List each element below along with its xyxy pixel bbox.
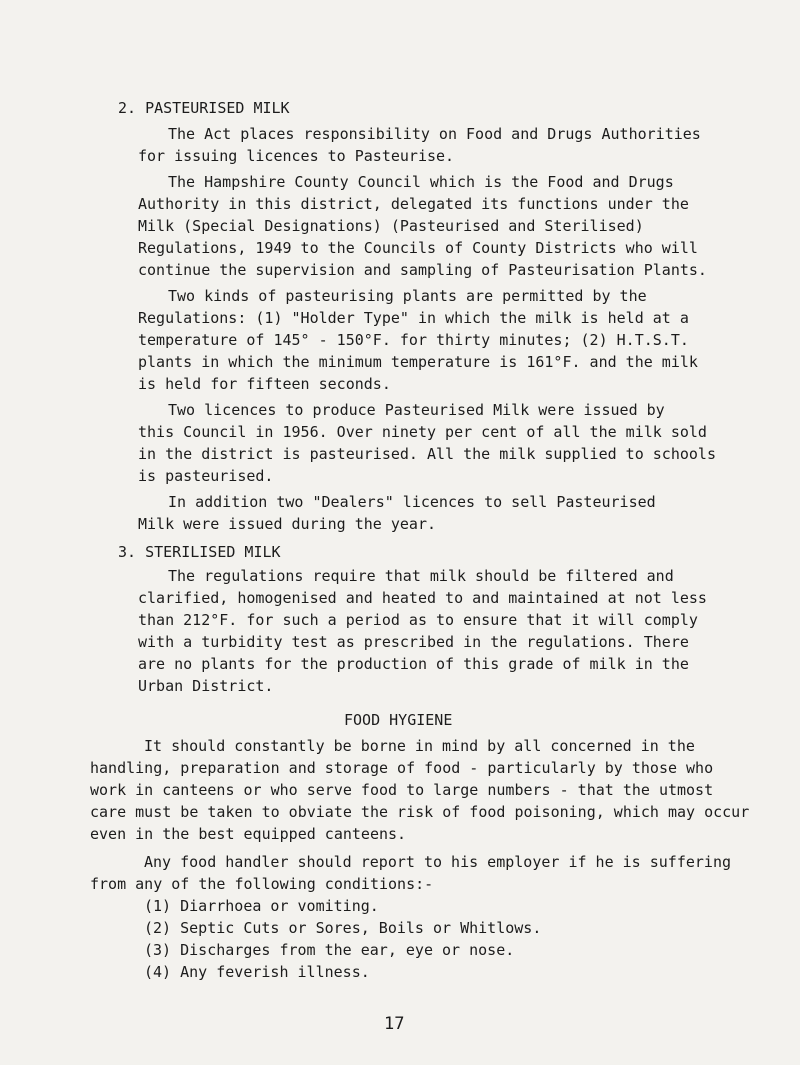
text-line: work in canteens or who serve food to large numbers - that the utmost xyxy=(90,781,714,799)
text-line: are no plants for the production of this grade of milk in the xyxy=(138,655,689,673)
text-line: Any food handler should report to his employer if he is suffering xyxy=(144,853,731,871)
text-line: Urban District. xyxy=(138,677,274,695)
text-line: Two kinds of pasteurising plants are permitted by the xyxy=(168,287,647,305)
text-line: Regulations, 1949 to the Councils of County Districts who will xyxy=(138,239,698,257)
list-item: (2) Septic Cuts or Sores, Boils or Whitlows. xyxy=(144,919,542,937)
text-line: from any of the following conditions:- xyxy=(90,875,434,893)
text-line: It should constantly be borne in mind by all concerned in the xyxy=(144,737,695,755)
text-line: Milk (Special Designations) (Pasteurised and Sterilised) xyxy=(138,217,644,235)
page-number: 17 xyxy=(384,1014,405,1034)
text-line: The Act places responsibility on Food and Drugs Authorities xyxy=(168,125,701,143)
text-line: is held for fifteen seconds. xyxy=(138,375,391,393)
text-line: this Council in 1956. Over ninety per cent of all the milk sold xyxy=(138,423,707,441)
section-heading-pasteurised-milk: 2. PASTEURISED MILK xyxy=(118,99,290,117)
text-line: Milk were issued during the year. xyxy=(138,515,437,533)
text-line: plants in which the minimum temperature is 161°F. and the milk xyxy=(138,353,698,371)
section-heading-food-hygiene: FOOD HYGIENE xyxy=(344,711,453,729)
text-line: Authority in this district, delegated its functions under the xyxy=(138,195,689,213)
text-line: continue the supervision and sampling of Pasteurisation Plants. xyxy=(138,261,707,279)
list-item: (1) Diarrhoea or vomiting. xyxy=(144,897,379,915)
text-line: The Hampshire County Council which is the Food and Drugs xyxy=(168,173,674,191)
text-line: than 212°F. for such a period as to ensure that it will comply xyxy=(138,611,698,629)
text-line: Two licences to produce Pasteurised Milk were issued by xyxy=(168,401,665,419)
list-item: (4) Any feverish illness. xyxy=(144,963,370,981)
text-line: with a turbidity test as prescribed in the regulations. There xyxy=(138,633,689,651)
text-line: Regulations: (1) "Holder Type" in which the milk is held at a xyxy=(138,309,689,327)
text-line: is pasteurised. xyxy=(138,467,274,485)
text-line: in the district is pasteurised. All the milk supplied to schools xyxy=(138,445,716,463)
text-line: temperature of 145° - 150°F. for thirty minutes; (2) H.T.S.T. xyxy=(138,331,689,349)
text-line: The regulations require that milk should be filtered and xyxy=(168,567,674,585)
text-line: for issuing licences to Pasteurise. xyxy=(138,147,455,165)
text-line: clarified, homogenised and heated to and maintained at not less xyxy=(138,589,707,607)
list-item: (3) Discharges from the ear, eye or nose. xyxy=(144,941,515,959)
text-line: handling, preparation and storage of food - particularly by those who xyxy=(90,759,714,777)
text-line: care must be taken to obviate the risk of food poisoning, which may occur xyxy=(90,803,750,821)
text-line: In addition two "Dealers" licences to sell Pasteurised xyxy=(168,493,656,511)
section-heading-sterilised-milk: 3. STERILISED MILK xyxy=(118,543,281,561)
text-line: even in the best equipped canteens. xyxy=(90,825,407,843)
